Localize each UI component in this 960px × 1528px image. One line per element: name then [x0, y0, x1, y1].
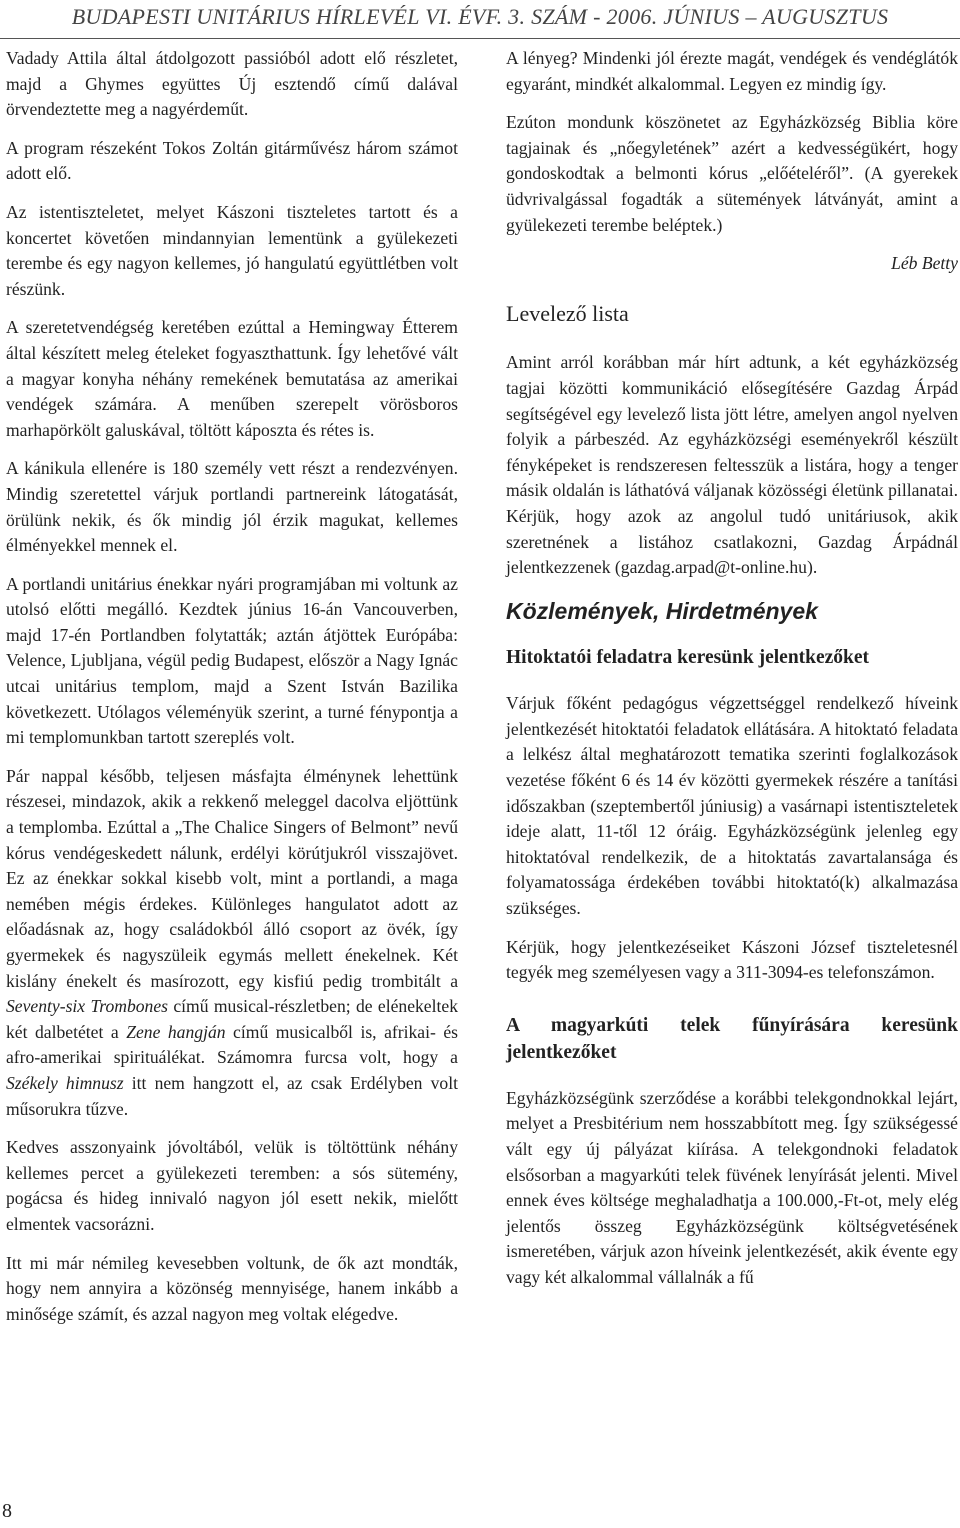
paragraph: Várjuk főként pedagógus végzettséggel rendelkező híveink jelentkezését hitoktatói feladatok ellátására. A hitoktató feladata a lelkész által meghatározott tematika szerinti foglalkozások vezetése főként 6 és 14 év közötti gyermekek részére a tanítási időszakban (szeptembertől júniusig) a vasárnapi istentiszteletek ideje alatt, 11-től 12 óráig. Egyházközségünk jelenleg egy hitoktatóval rendelkezik, de a hitoktatás zavartalansága és folyamatossága érdekében további hitoktató(k) alkalmazása szükséges. [506, 693, 958, 919]
left-column [6, 46, 458, 1340]
running-header: BUDAPESTI UNITÁRIUS HÍRLEVÉL VI. ÉVF. 3. SZÁM - 2006. JÚNIUS – AUGUSZTUS [0, 0, 960, 39]
paragraph: Kérjük, hogy jelentkezéseiket Kászoni József tiszteletesnél tegyék meg személyesen vagy a 311-3094-es telefonszámon. [506, 936, 958, 983]
paragraph: A lényeg? Mindenki jól érezte magát, vendégek és vendéglátók egyaránt, mindkét alkalommal. Legyen ez mindig így. [506, 48, 958, 94]
paragraph: A portlandi unitárius énekkar nyári programjában mi voltunk az utolsó előtti megálló. Kezdtek június 16-án Vancouverben, majd 17-én Portlandben folytatták; aztán átjöttek Európába: Velence, Ljubljana, végül pedig Budapest, először a Nagy Ignác utcai unitárius templom, majd a Szent István Bazilika következett. Utólagos véleményük szerint, a turné fénypontja a mi templomunkban tartott szereplés volt. [6, 573, 458, 748]
right-column [506, 46, 958, 1304]
paragraph: Amint arról korábban már hírt adtunk, a két egyházközség tagjai közötti kommunikáció elősegítésére Gazdag Árpád segítségével egy levelező lista jött létre, amelyen angol nyelven folyik a párbeszéd. Az egyházközségi eseményekről készült fényképeket is rendszeresen feltesszük a listára, hogy a tenger másik oldalán is láthatóvá váljanak közösségi életünk pillanatai. Kérjük, hogy azok az angolul tudó unitáriusok, akik szeretnének a listához csatlakozni, Gazdag Árpádnál jelentkezzenek (gazdag.arpad@t-online.hu). [506, 352, 958, 578]
paragraph: A szeretetvendégség keretében ezúttal a Hemingway Étterem által készített meleg ételeket fogyaszthattunk. Így lehetővé vált a magyar konyha néhány remekének bemutatása az amerikai vendégek számára. A menűben szerepelt vörösboros marhapörkölt galuskával, töltött káposzta és rétes is. [6, 317, 458, 440]
paragraph: Vadady Attila által átdolgozott passióból adott elő részletet, majd a Ghymes együttes Új esztendő című dalával örvendeztette meg a nagyérdeműt. [6, 48, 458, 120]
page-number: 8 [2, 1500, 12, 1522]
paragraph: Itt mi már némileg kevesebben voltunk, de ők azt mondták, hogy nem annyira a közönség mennyisége, hanem inkább a minősége számít, és azzal nagyon meg voltak elégedve. [6, 1252, 458, 1324]
italic-title: Székely himnusz [6, 1072, 124, 1093]
author-signature: Léb Betty [891, 253, 958, 274]
paragraph: Egyházközségünk szerződése a korábbi telekgondnokkal lejárt, melyet a Presbitérium nem hosszabbított meg. Így szükségessé vált egy új pályázat kiírása. A telekgondnoki feladatok elsősorban a magyarkúti telek füvének lenyírását jelenti. Mivel ennek éves költsége meghaladhatja a 100.000,-Ft-ot, mely elég jelentős összeg Egyházközségünk költségvetésének ismeretében, várjuk azon híveink jelentkezését, akik évente egy vagy két alkalommal vállalnák a fű [506, 1087, 958, 1287]
text-run: című musical-részletben; de elénekeltek két dalbetétet a [6, 996, 458, 1042]
paragraph: Kedves asszonyaink jóvoltából, velük is töltöttünk néhány kellemes percet a gyülekezeti teremben: a sós sütemény, pogácsa és hideg innivaló nagyon jól esett nekik, mielőtt elmentek vacsorázni. [6, 1137, 458, 1234]
subsection-heading: Hitoktatói feladatra keresünk jelentkezőket [506, 647, 870, 669]
paragraph [6, 764, 458, 1122]
italic-title: Seventy-six Trombones [6, 996, 169, 1017]
section-heading: Közlemények, Hirdetmények [506, 597, 818, 624]
paragraph: A program részeként Tokos Zoltán gitárművész három számot adott elő. [6, 137, 458, 184]
paragraph: Az istentiszteletet, melyet Kászoni tiszteletes tartott és a koncertet követően mindannyian lementünk a gyülekezeti terembe és egy nagyon kellemes, jó hangulatú együttlétben volt részünk. [6, 201, 458, 299]
subsection-heading: A magyarkúti telek fűnyírására keresünk jelentkezőket [506, 1014, 958, 1063]
paragraph: A kánikula ellenére is 180 személy vett részt a rendezvényen. Mindig szeretettel várjuk portlandi partnereink látogatását, örülünk nekik, és ők mindig jól érzik magukat, kellemes élményekkel mennek el. [6, 458, 458, 556]
paragraph: Ezúton mondunk köszönetet az Egyházközség Biblia köre tagjainak és „nőegyletének” azért a kedvességükért, hogy gondoskodtak a belmonti kórus „előételéről”. (A gyerekek üdvrivalgással fogadták a sütemények látványát, amint a gyülekezeti terembe beléptek.) [506, 112, 958, 235]
text-run: című musicalből is, afrikai- és afro-amerikai spirituálékat. Számomra furcsa volt, hogy a [6, 1021, 458, 1068]
italic-title: Zene hangján [126, 1021, 226, 1042]
text-run: Pár nappal később, teljesen másfajta élménynek lehettünk részesei, mindazok, akik a rekkenő meleggel dacolva eljöttünk a templomba. Ezúttal a „The Chalice Singers of Belmont” nevű kórus vendégeskedett nálunk, erdélyi körútjukról visszajövet. Ez az énekkar sokkal kisebb volt, mint a portlandi, a maga nemében mégis érdekes. Különleges hangulatot adott az előadásnak az, hogy családokból álló csoport az övék, így gyermekek és nagyszüleik egymás mellett énekelnek. Két kislány énekelt és masírozott, egy kisfiú pedig trombitált a [6, 765, 458, 991]
text-run: itt nem hangzott el, az csak Erdélyben volt műsorukra tűzve. [6, 1072, 458, 1119]
section-heading: Levelező lista [506, 300, 629, 326]
